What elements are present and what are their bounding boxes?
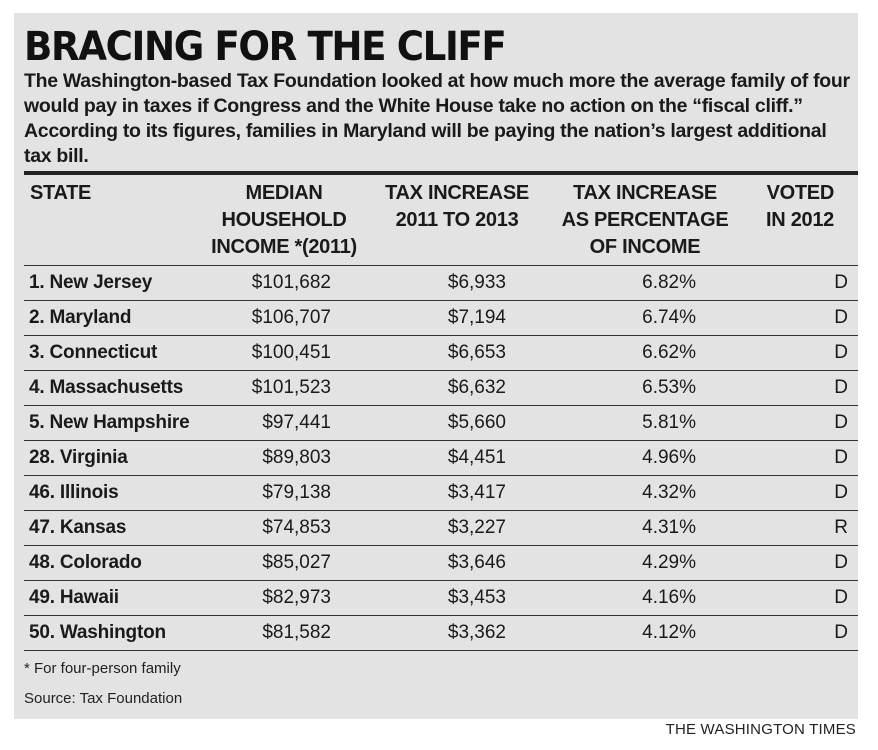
cell-income: $85,027 xyxy=(262,552,331,573)
cell-voted: D xyxy=(834,377,848,398)
cell-voted: D xyxy=(834,447,848,468)
cell-percentage: 4.29% xyxy=(642,552,696,573)
cell-voted: D xyxy=(834,272,848,293)
cell-percentage: 4.16% xyxy=(642,587,696,608)
cell-state: 28. Virginia xyxy=(29,447,128,468)
column-header-state: STATE xyxy=(30,182,92,204)
data-table xyxy=(24,265,858,651)
cell-percentage: 6.82% xyxy=(642,272,696,293)
cell-income: $82,973 xyxy=(262,587,331,608)
cell-voted: D xyxy=(834,622,848,643)
cell-percentage: 4.32% xyxy=(642,482,696,503)
cell-tax-increase: $3,227 xyxy=(447,517,506,538)
cell-state: 3. Connecticut xyxy=(29,342,158,363)
cell-tax-increase: $5,660 xyxy=(447,412,506,433)
cell-state: 2. Maryland xyxy=(29,307,132,328)
cell-state: 49. Hawaii xyxy=(29,587,119,608)
cell-percentage: 4.96% xyxy=(642,447,696,468)
header-rule xyxy=(24,171,858,175)
column-header-tax-increase: TAX INCREASE 2011 TO 2013 xyxy=(385,182,529,231)
cell-tax-increase: $3,453 xyxy=(447,587,506,608)
cell-tax-increase: $3,646 xyxy=(447,552,506,573)
column-header-voted: VOTED IN 2012 xyxy=(766,182,834,231)
publisher-credit: THE WASHINGTON TIMES xyxy=(665,721,856,738)
infographic-panel xyxy=(14,13,858,719)
cell-voted: D xyxy=(834,307,848,328)
cell-voted: D xyxy=(834,342,848,363)
table-row xyxy=(24,616,858,651)
cell-income: $81,582 xyxy=(262,622,331,643)
intro-paragraph: The Washington-based Tax Foundation looked at how much more the average family of four would pay in taxes if Congress and the White House take no action on the “fiscal cliff.” According to its figures, families in Maryland will be paying the nation’s largest additional tax bill. xyxy=(24,70,850,167)
cell-tax-increase: $6,632 xyxy=(447,377,506,398)
table-row xyxy=(24,301,858,336)
cell-voted: D xyxy=(834,412,848,433)
source-note: Source: Tax Foundation xyxy=(24,690,183,707)
cell-percentage: 6.62% xyxy=(642,342,696,363)
table-row xyxy=(24,546,858,581)
cell-state: 50. Washington xyxy=(29,622,166,643)
table-row xyxy=(24,441,858,476)
cell-income: $97,441 xyxy=(262,412,331,433)
cell-income: $74,853 xyxy=(262,517,331,538)
table-row xyxy=(24,336,858,371)
table-row xyxy=(24,266,858,301)
table-row xyxy=(24,476,858,511)
table-row xyxy=(24,511,858,546)
cell-state: 47. Kansas xyxy=(29,517,127,538)
cell-voted: R xyxy=(834,517,848,538)
cell-percentage: 6.53% xyxy=(642,377,696,398)
chart-title: BRACING FOR THE CLIFF xyxy=(24,24,506,70)
cell-percentage: 6.74% xyxy=(642,307,696,328)
cell-tax-increase: $7,194 xyxy=(447,307,506,328)
cell-state: 5. New Hampshire xyxy=(29,412,190,433)
cell-income: $101,523 xyxy=(251,377,331,398)
cell-state: 48. Colorado xyxy=(29,552,142,573)
cell-percentage: 4.31% xyxy=(642,517,696,538)
cell-voted: D xyxy=(834,482,848,503)
cell-tax-increase: $4,451 xyxy=(447,447,506,468)
footnote: * For four-person family xyxy=(24,660,181,677)
cell-income: $79,138 xyxy=(262,482,331,503)
cell-income: $89,803 xyxy=(262,447,331,468)
cell-percentage: 4.12% xyxy=(642,622,696,643)
cell-income: $106,707 xyxy=(251,307,331,328)
cell-tax-increase: $6,933 xyxy=(447,272,506,293)
table-row xyxy=(24,371,858,406)
cell-state: 1. New Jersey xyxy=(29,272,153,293)
cell-voted: D xyxy=(834,587,848,608)
column-header-percentage: TAX INCREASE AS PERCENTAGE OF INCOME xyxy=(561,182,729,258)
cell-income: $100,451 xyxy=(251,342,331,363)
table-row xyxy=(24,581,858,616)
cell-tax-increase: $3,417 xyxy=(447,482,506,503)
cell-percentage: 5.81% xyxy=(642,412,696,433)
cell-state: 4. Massachusetts xyxy=(29,377,184,398)
cell-tax-increase: $6,653 xyxy=(447,342,506,363)
cell-tax-increase: $3,362 xyxy=(447,622,506,643)
cell-income: $101,682 xyxy=(251,272,331,293)
cell-voted: D xyxy=(834,552,848,573)
cell-state: 46. Illinois xyxy=(29,482,119,503)
column-header-income: MEDIAN HOUSEHOLD INCOME *(2011) xyxy=(211,182,357,258)
table-row xyxy=(24,406,858,441)
